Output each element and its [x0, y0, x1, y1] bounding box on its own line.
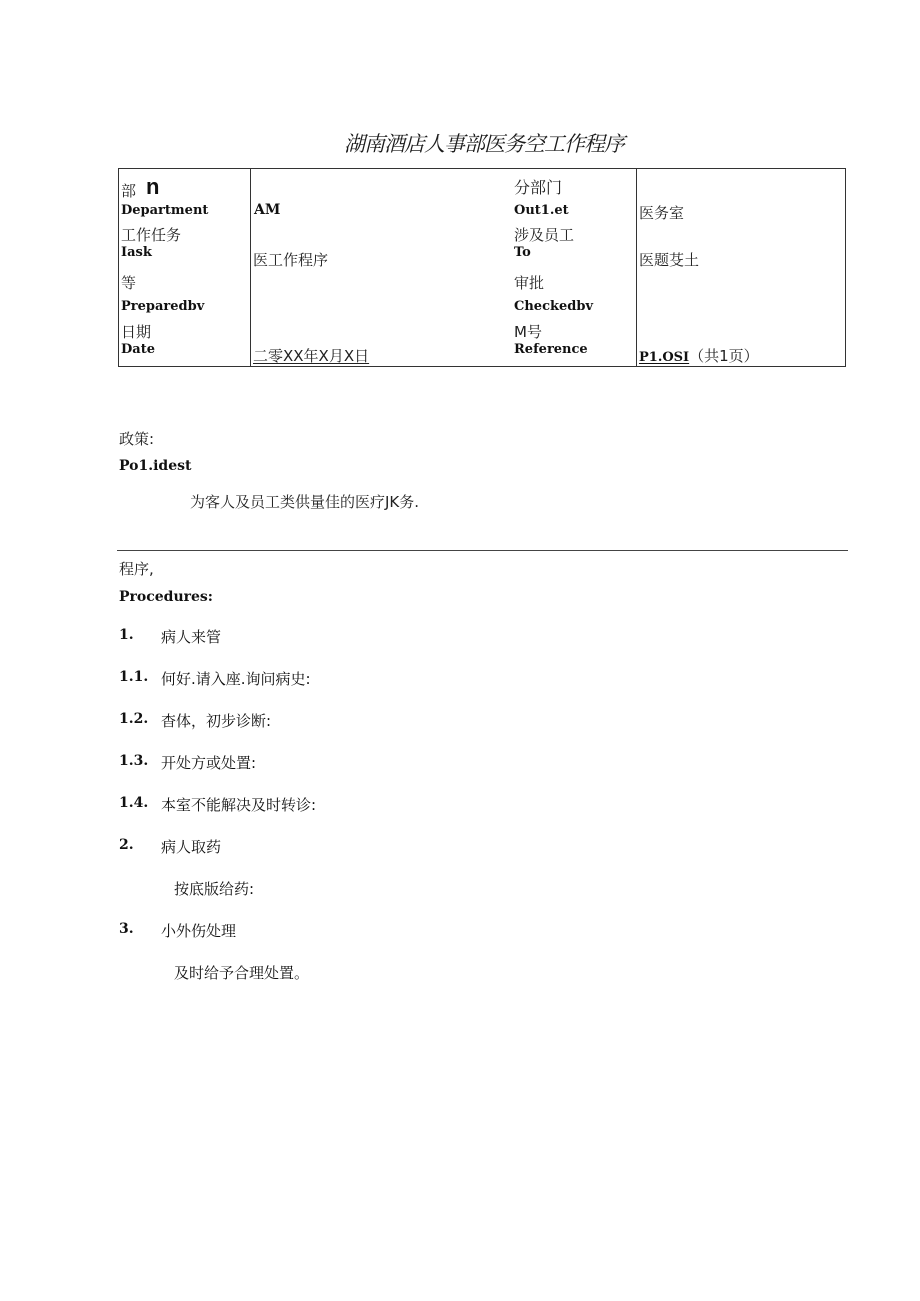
task-label-zh: 工作任务	[121, 226, 182, 244]
reference-label-zh: M号	[514, 323, 542, 341]
procedure-number: 1.1.	[119, 669, 149, 685]
reference-label-en: Reference	[514, 342, 588, 357]
department-label-zh: 部	[121, 182, 137, 200]
procedure-item: 小外伤处理	[161, 922, 237, 940]
procedures-label-zh: 程序,	[119, 560, 154, 578]
outlet-label-en: Out1.et	[514, 203, 569, 218]
procedure-item: 杳体，初步诊断:	[161, 712, 272, 730]
reference-pages: （共1页）	[689, 347, 759, 365]
department-mark: n	[146, 174, 160, 199]
procedure-item: 病人取药	[161, 838, 222, 856]
outlet-value: 医务室	[639, 204, 685, 222]
task-label-en: Iask	[121, 245, 152, 260]
date-label-zh: 日期	[121, 323, 152, 341]
date-value: 二零XX年X月X日	[253, 347, 370, 365]
policy-label-en: Po1.idest	[119, 458, 192, 474]
prepared-label-zh: 等	[121, 274, 137, 292]
reference-value	[639, 345, 759, 366]
procedure-number: 1.	[119, 627, 134, 643]
procedure-item: 何好.请入座.询问病史:	[161, 670, 311, 688]
checked-label-zh: 审批	[514, 274, 545, 292]
procedure-number: 1.3.	[119, 753, 149, 769]
table-divider	[636, 169, 637, 366]
to-value: 医题芟土	[639, 251, 700, 269]
procedure-number: 1.2.	[119, 711, 149, 727]
procedure-item: 本室不能解决及时转诊:	[161, 796, 317, 814]
procedure-item: 病人来管	[161, 628, 222, 646]
department-label-en: Department	[121, 203, 209, 218]
procedure-number: 1.4.	[119, 795, 149, 811]
checked-label-en: Checkedbv	[514, 299, 593, 314]
reference-code: P1.OSI	[639, 350, 690, 365]
procedure-subtext: 按底版给药:	[174, 880, 255, 898]
procedure-number: 2.	[119, 837, 134, 853]
to-label-en: To	[514, 245, 531, 260]
date-label-en: Date	[121, 342, 155, 357]
procedures-label-en: Procedures:	[119, 589, 213, 605]
department-value: AM	[254, 202, 281, 218]
policy-label-zh: 政策:	[119, 430, 155, 448]
header-info-table	[118, 168, 846, 367]
task-value: 医工作程序	[253, 251, 329, 269]
procedure-subtext: 及时给予合理处置。	[174, 964, 310, 982]
procedure-number: 3.	[119, 921, 134, 937]
outlet-label-zh: 分部门	[514, 178, 563, 197]
table-divider	[250, 169, 251, 366]
document-title: 湖南酒店人事部医务空工作程序	[344, 132, 624, 156]
section-divider	[117, 550, 848, 551]
procedure-item: 开处方或处置:	[161, 754, 257, 772]
policy-text: 为客人及员工类供量佳的医疗JK务.	[190, 493, 420, 511]
prepared-label-en: Preparedbv	[121, 299, 205, 314]
to-label-zh: 涉及员工	[514, 226, 575, 244]
